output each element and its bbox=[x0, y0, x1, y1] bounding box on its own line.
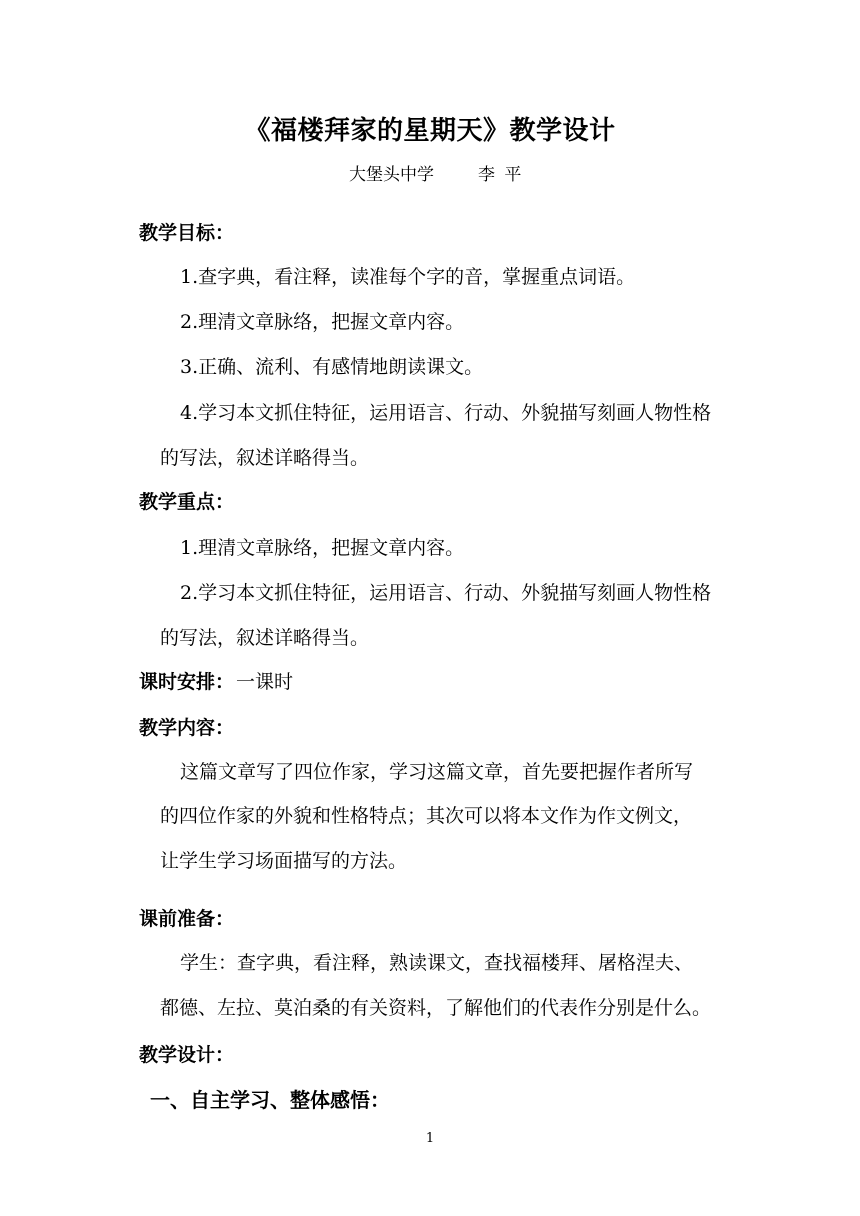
goals-heading: 教学目标： bbox=[139, 222, 235, 244]
author-name: 李 平 bbox=[478, 165, 524, 185]
prep-heading: 课前准备： bbox=[139, 908, 235, 930]
prep-line-1: 学生：查字典，看注释，熟读课文，查找福楼拜、屠格涅夫、 bbox=[180, 952, 694, 974]
prep-line-2: 都德、左拉、莫泊桑的有关资料，了解他们的代表作分别是什么。 bbox=[160, 997, 712, 1019]
focus-item-2-line1: 2.学习本文抓住特征，运用语言、行动、外貌描写刻画人物性格 bbox=[180, 582, 712, 604]
content-line-3: 让学生学习场面描写的方法。 bbox=[160, 850, 408, 872]
page-number: 1 bbox=[425, 1131, 435, 1146]
focus-item-2-line2: 的写法，叙述详略得当。 bbox=[160, 627, 370, 649]
design-heading: 教学设计： bbox=[139, 1044, 235, 1066]
schedule-value: 一课时 bbox=[236, 671, 294, 693]
design-section-1: 一、自主学习、整体感悟： bbox=[150, 1088, 390, 1112]
content-heading: 教学内容： bbox=[139, 717, 235, 739]
author-line bbox=[349, 160, 523, 185]
document-title: 《福楼拜家的星期天》教学设计 bbox=[244, 116, 616, 146]
author-school: 大堡头中学 bbox=[349, 165, 434, 185]
goal-item-4-line2: 的写法，叙述详略得当。 bbox=[160, 447, 370, 469]
content-line-2: 的四位作家的外貌和性格特点；其次可以将本文作为作文例文， bbox=[160, 805, 693, 827]
goal-item-1: 1.查字典，看注释，读准每个字的音，掌握重点词语。 bbox=[180, 266, 636, 288]
schedule-heading: 课时安排： bbox=[139, 671, 235, 693]
goal-item-4-line1: 4.学习本文抓住特征，运用语言、行动、外貌描写刻画人物性格 bbox=[180, 402, 712, 424]
content-line-1: 这篇文章写了四位作家，学习这篇文章，首先要把握作者所写 bbox=[180, 761, 694, 783]
schedule-line bbox=[139, 667, 293, 694]
focus-item-1: 1.理清文章脉络，把握文章内容。 bbox=[180, 537, 465, 559]
focus-heading: 教学重点： bbox=[139, 491, 235, 513]
goal-item-2: 2.理清文章脉络，把握文章内容。 bbox=[180, 311, 465, 333]
goal-item-3: 3.正确、流利、有感情地朗读课文。 bbox=[180, 356, 484, 378]
